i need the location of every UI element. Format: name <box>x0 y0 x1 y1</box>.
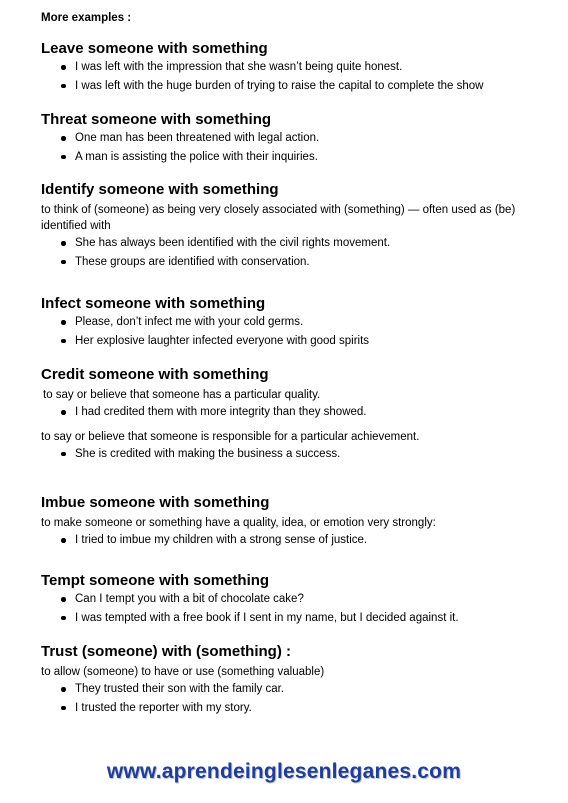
section-title: Leave someone with something <box>41 40 268 57</box>
list-item: These groups are identified with conservation. <box>41 253 551 272</box>
section-title: Credit someone with something <box>41 366 269 383</box>
example-list <box>41 129 551 166</box>
list-item: Please, don’t infect me with your cold germs. <box>41 313 551 332</box>
section-title: Threat someone with something <box>41 111 272 128</box>
list-item: They trusted their son with the family car. <box>41 680 551 699</box>
definition-text-2: to say or believe that someone is responsible for a particular achievement. <box>41 430 420 443</box>
section-title: Tempt someone with something <box>41 572 270 589</box>
list-item: One man has been threatened with legal action. <box>41 129 551 148</box>
list-item: I tried to imbue my children with a strong sense of justice. <box>41 531 551 550</box>
section-title: Imbue someone with something <box>41 494 270 511</box>
section-title: Identify someone with something <box>41 181 279 198</box>
section-infect <box>41 295 551 350</box>
example-list <box>41 58 551 95</box>
definition-text: to make someone or something have a quality, idea, or emotion very strongly: <box>41 517 436 529</box>
definition-text: to allow (someone) to have or use (something valuable) <box>41 666 325 678</box>
example-list <box>41 531 551 550</box>
section-threat <box>41 111 551 166</box>
list-item: I had credited them with more integrity than they showed. <box>41 403 551 422</box>
section-title: Infect someone with something <box>41 295 266 312</box>
example-list <box>41 680 551 717</box>
list-item: I trusted the reporter with my story. <box>41 699 551 718</box>
section-leave <box>41 40 551 95</box>
intro-heading: More examples : <box>41 12 132 24</box>
list-item: I was tempted with a free book if I sent in my name, but I decided against it. <box>41 609 551 628</box>
list-item: Her explosive laughter infected everyone with good spirits <box>41 332 551 351</box>
list-item: Can I tempt you with a bit of chocolate cake? <box>41 590 551 609</box>
example-list <box>41 313 551 350</box>
list-item: I was left with the huge burden of trying to raise the capital to complete the show <box>41 77 551 96</box>
example-list <box>41 234 551 271</box>
section-credit <box>41 366 551 463</box>
list-item: A man is assisting the police with their inquiries. <box>41 148 551 167</box>
example-list-2 <box>41 445 551 464</box>
example-list <box>41 403 551 422</box>
example-list <box>41 590 551 627</box>
definition-text: to think of (someone) as being very closely associated with (something) — often used as (be) identified with <box>41 204 516 232</box>
website-link[interactable]: www.aprendeinglesenleganes.com <box>106 760 462 783</box>
section-tempt <box>41 572 551 627</box>
section-trust <box>41 643 551 717</box>
section-title: Trust (someone) with (something) : <box>41 643 291 660</box>
section-identify <box>41 181 551 271</box>
list-item: She is credited with making the business a success. <box>41 445 551 464</box>
definition-text: to say or believe that someone has a particular quality. <box>43 389 321 401</box>
list-item: She has always been identified with the civil rights movement. <box>41 234 551 253</box>
section-imbue <box>41 494 551 550</box>
list-item: I was left with the impression that she wasn’t being quite honest. <box>41 58 551 77</box>
